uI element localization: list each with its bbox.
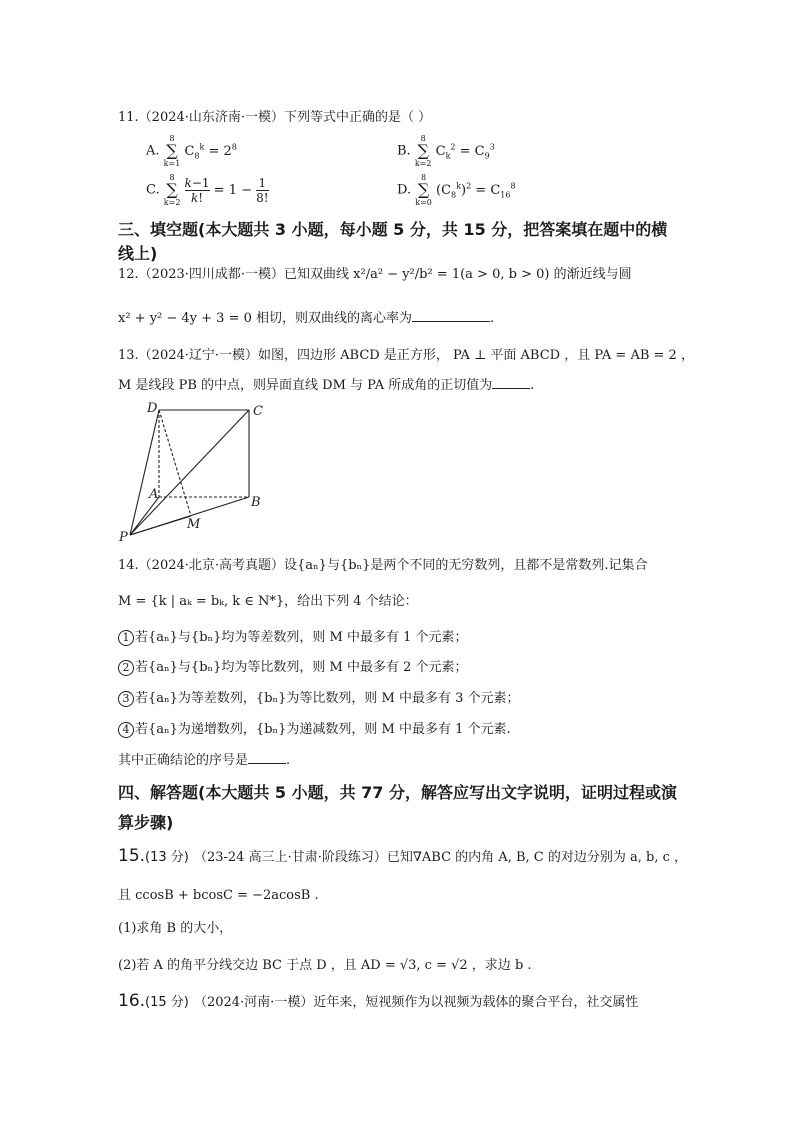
q16-stem: （2024·河南·一模）近年来，短视频作为以视频为载体的聚合平台，社交属性 xyxy=(193,995,639,1010)
q11-option-d xyxy=(397,173,516,207)
q14-item-1 xyxy=(118,626,468,646)
q15-stem: （23-24 高三上·甘肃·阶段练习）已知∇ABC 的内角 A, B, C 的对边分别为 a, b, c ， xyxy=(193,850,688,865)
item-text: 若{aₙ}与{bₙ}均为等差数列，则 M 中最多有 1 个元素； xyxy=(135,630,468,645)
answer-blank[interactable] xyxy=(248,751,286,764)
q15-line2: 且 ccosB + bcosC = −2acosB . xyxy=(118,888,319,903)
q12-line1: 12.（2023·四川成都·一模）已知双曲线 x²/a² − y²/b² = 1(a > 0, b > 0) 的渐近线与圆 xyxy=(118,267,632,282)
label-a: A xyxy=(149,487,159,502)
q15-part1: (1)求角 B 的大小， xyxy=(118,921,233,936)
q15-score: (13 分) xyxy=(145,850,189,865)
q15-line1 xyxy=(118,846,687,866)
option-label: D. xyxy=(397,182,412,198)
option-label: C. xyxy=(146,182,160,198)
label-d: D xyxy=(147,401,158,416)
q14-item-3 xyxy=(118,687,520,707)
q14-line2: M = {k | aₖ = bₖ, k ∈ N*}，给出下列 4 个结论： xyxy=(118,594,418,609)
answer-blank[interactable] xyxy=(412,309,490,322)
label-m: M xyxy=(187,517,201,532)
label-c: C xyxy=(253,404,263,419)
section-4-header-line2: 算步骤) xyxy=(118,813,174,832)
q14-footer-text: 其中正确结论的序号是 xyxy=(118,753,249,768)
q14-line1: 14.（2024·北京·高考真题）设{aₙ}与{bₙ}是两个不同的无穷数列，且都不是常数列.记集合 xyxy=(118,558,648,573)
q16-score: (15 分) xyxy=(145,995,189,1010)
q15-number: 15. xyxy=(118,846,146,866)
answer-blank[interactable] xyxy=(492,376,530,389)
q11-option-a xyxy=(146,134,237,168)
circled-number: 2 xyxy=(118,660,134,676)
circled-number: 3 xyxy=(118,691,134,707)
circled-number: 4 xyxy=(118,722,134,738)
q11-option-c xyxy=(146,173,269,207)
q12-line2-text: x² + y² − 4y + 3 = 0 相切，则双曲线的离心率为 xyxy=(118,311,413,326)
q11-stem: 11.（2024·山东济南·一模）下列等式中正确的是（ ） xyxy=(118,110,432,125)
option-d-expr: 8 ∑ k=0 $(C_8^k)^2 = C_{16}^8$ xyxy=(415,173,516,207)
q16-number: 16. xyxy=(118,991,146,1011)
option-label: B. xyxy=(397,143,411,159)
q13-geometry-figure xyxy=(115,398,275,543)
q13-line2: M 是线段 PB 的中点，则异面直线 DM 与 PA 所成角的正切值为 . xyxy=(118,378,535,393)
q13-line1: 13.（2024·辽宁·一模）如图，四边形 ABCD 是正方形， PA ⊥ 平面 ABCD ，且 PA = AB = 2 ， xyxy=(118,348,694,363)
label-b: B xyxy=(251,495,261,510)
q12-line2: x² + y² − 4y + 3 = 0 相切，则双曲线的离心率为 . xyxy=(118,311,495,326)
q13-line2-text: M 是线段 PB 的中点，则异面直线 DM 与 PA 所成角的正切值为 xyxy=(118,378,493,393)
item-text: 若{aₙ}与{bₙ}均为等比数列，则 M 中最多有 2 个元素； xyxy=(135,660,468,675)
q14-item-4 xyxy=(118,718,511,738)
q15-part2: (2)若 A 的角平分线交边 BC 于点 D ，且 AD = √3, c = √2 ，求边 b . xyxy=(118,958,532,973)
q14-footer: 其中正确结论的序号是 . xyxy=(118,753,291,768)
q16-line1 xyxy=(118,991,638,1011)
q14-item-2 xyxy=(118,656,468,676)
item-text: 若{aₙ}为等差数列，{bₙ}为等比数列，则 M 中最多有 3 个元素； xyxy=(135,691,520,706)
option-label: A. xyxy=(146,143,160,159)
option-c-expr: 8 ∑ k=2 $\frac{k-1}{k!}$ = 1 − $\frac{1}{8!}$ xyxy=(163,173,269,207)
circled-number: 1 xyxy=(118,630,134,646)
section-3-header: 三、填空题(本大题共 3 小题，每小题 5 分，共 15 分，把答案填在题中的横线上) xyxy=(118,220,668,263)
option-a-expr: 8 ∑ k=1 $C_8^k = 2^8$ xyxy=(163,134,237,168)
label-p: P xyxy=(119,530,128,543)
item-text: 若{aₙ}为递增数列，{bₙ}为递减数列，则 M 中最多有 1 个元素. xyxy=(135,722,511,737)
option-b-expr: 8 ∑ k=2 $C_k^2 = C_9^3$ xyxy=(414,134,495,168)
section-4-header-line1: 四、解答题(本大题共 5 小题，共 77 分，解答应写出文字说明，证明过程或演 xyxy=(118,783,677,802)
q11-option-b xyxy=(397,134,495,168)
